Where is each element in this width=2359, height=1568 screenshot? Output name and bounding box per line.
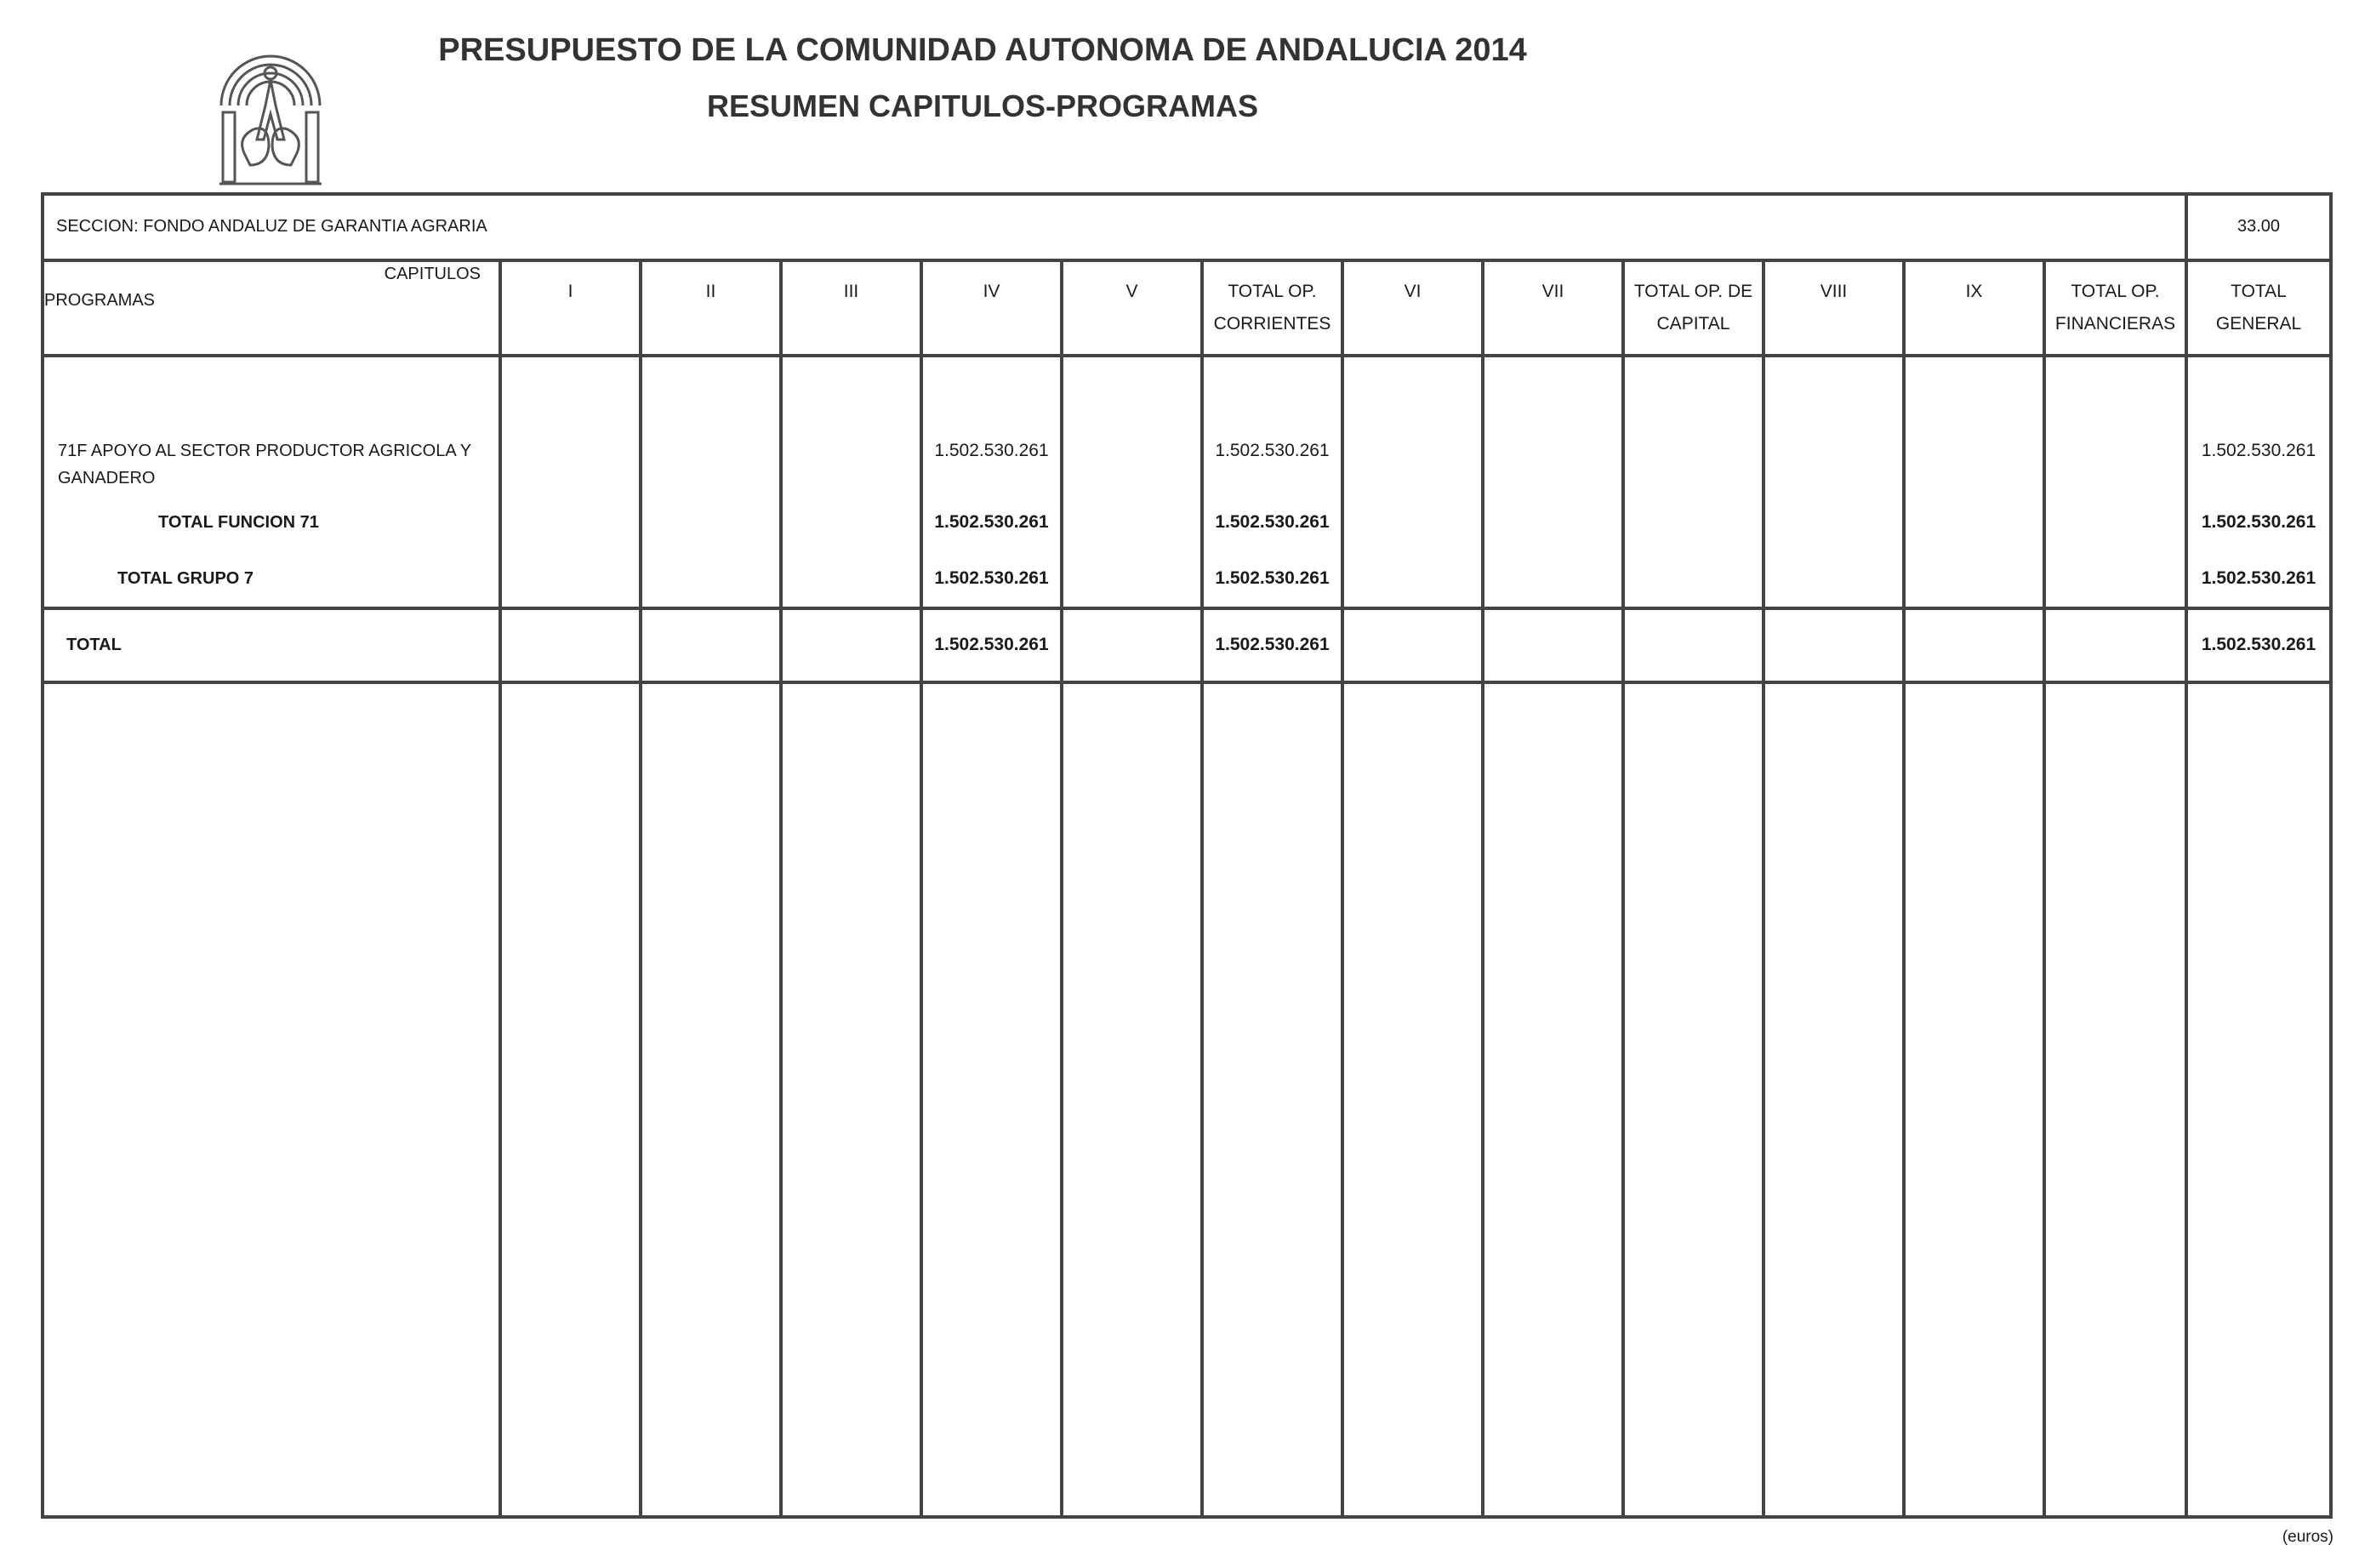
column-header-vi: VI bbox=[1404, 282, 1422, 301]
column-header-ix: IX bbox=[1965, 282, 1983, 301]
column-header-viii: VIII bbox=[1820, 282, 1848, 301]
document-title: PRESUPUESTO DE LA COMUNIDAD AUTONOMA DE ANDALUCIA 2014 bbox=[438, 32, 1527, 68]
total-funcion-label: TOTAL FUNCION 71 bbox=[158, 513, 319, 532]
grand-total-label: TOTAL bbox=[66, 636, 122, 654]
column-header-total-capital-line1: TOTAL OP. DE bbox=[1633, 282, 1753, 301]
funcion-total-corrientes-value: 1.502.530.261 bbox=[1215, 512, 1330, 532]
funcion-total-general-value: 1.502.530.261 bbox=[2201, 512, 2316, 532]
section-label: SECCION: FONDO ANDALUZ DE GARANTIA AGRARIA bbox=[56, 217, 487, 236]
total-general-value: 1.502.530.261 bbox=[2201, 635, 2316, 654]
total-iv-value: 1.502.530.261 bbox=[934, 635, 1049, 654]
column-header-total-corrientes-line1: TOTAL OP. bbox=[1228, 282, 1317, 301]
column-header-total-financieras-line1: TOTAL OP. bbox=[2071, 282, 2160, 301]
total-grupo-label: TOTAL GRUPO 7 bbox=[117, 569, 254, 588]
column-header-total-general-line2: GENERAL bbox=[2215, 314, 2302, 334]
column-header-total-financieras bbox=[2044, 276, 2186, 340]
document-subtitle: RESUMEN CAPITULOS-PROGRAMAS bbox=[706, 88, 1259, 123]
total-corrientes-value: 1.502.530.261 bbox=[1215, 635, 1330, 654]
funcion-iv-value: 1.502.530.261 bbox=[934, 512, 1049, 532]
program-iv-value: 1.502.530.261 bbox=[934, 441, 1049, 460]
grupo-total-general-value: 1.502.530.261 bbox=[2201, 568, 2316, 588]
column-header-total-capital bbox=[1623, 276, 1764, 340]
column-header-total-corrientes-line2: CORRIENTES bbox=[1213, 314, 1331, 334]
grupo-total-corrientes-value: 1.502.530.261 bbox=[1215, 568, 1330, 588]
column-header-ii: II bbox=[705, 282, 716, 301]
column-header-total-financieras-line2: FINANCIERAS bbox=[2054, 314, 2176, 334]
section-code: 33.00 bbox=[2236, 217, 2281, 236]
program-total-general-value: 1.502.530.261 bbox=[2201, 441, 2316, 460]
column-header-vii: VII bbox=[1541, 282, 1564, 301]
column-header-i: I bbox=[567, 282, 573, 301]
column-header-total-capital-line2: CAPITAL bbox=[1656, 314, 1730, 334]
grupo-iv-value: 1.502.530.261 bbox=[934, 568, 1049, 588]
column-header-iii: III bbox=[843, 282, 859, 301]
column-header-iv: IV bbox=[983, 282, 1000, 301]
column-header-total-general-line1: TOTAL bbox=[2231, 282, 2287, 301]
program-total-corrientes-value: 1.502.530.261 bbox=[1215, 441, 1330, 460]
units-note: (euros) bbox=[2282, 1528, 2333, 1546]
header-capitulos: CAPITULOS bbox=[384, 265, 481, 283]
column-header-v: V bbox=[1125, 282, 1138, 301]
program-label-line2: GANADERO bbox=[58, 469, 156, 488]
program-label-line1: 71F APOYO AL SECTOR PRODUCTOR AGRICOLA Y bbox=[58, 442, 472, 460]
column-header-total-corrientes bbox=[1202, 276, 1342, 340]
header-programas: PROGRAMAS bbox=[44, 291, 156, 310]
column-header-total-general bbox=[2186, 276, 2331, 340]
